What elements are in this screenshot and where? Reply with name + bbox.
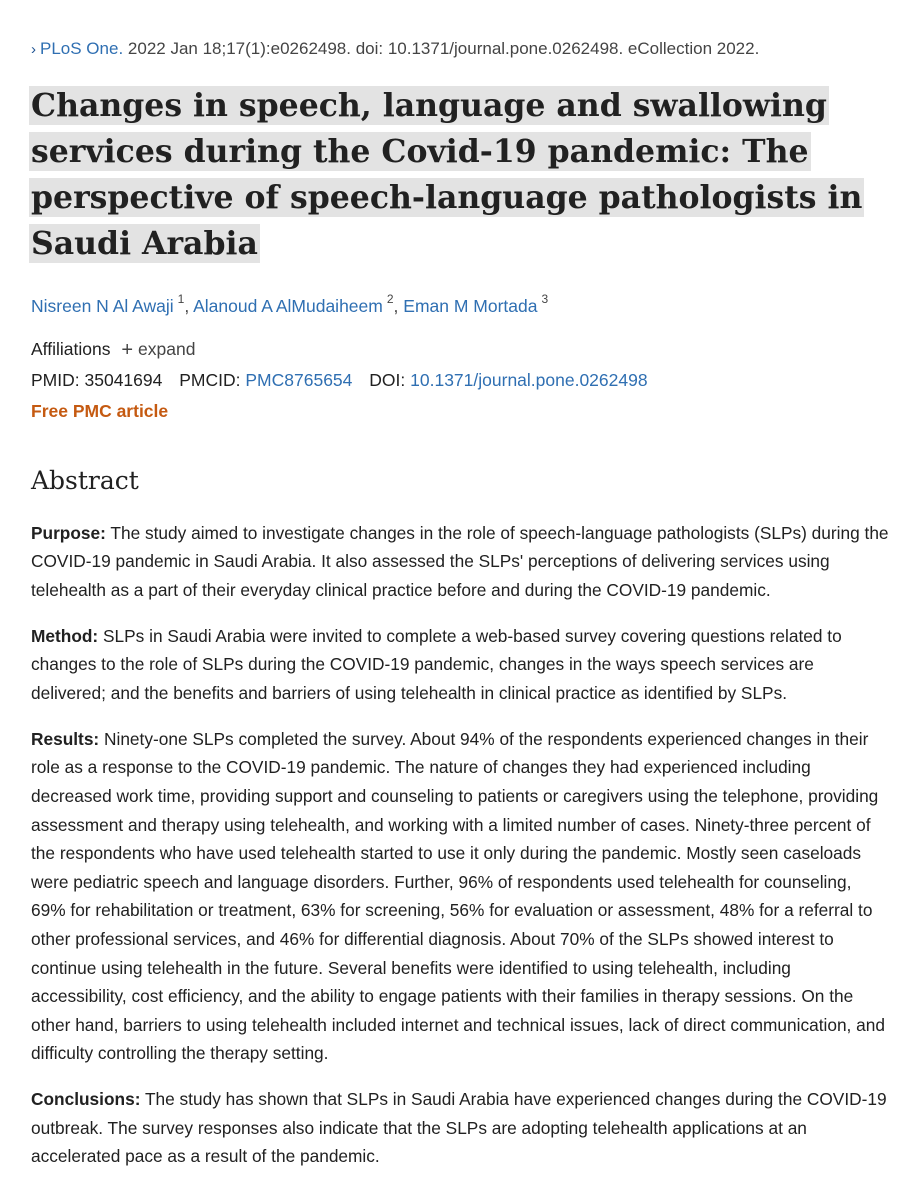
author-separator: , [393,295,404,316]
abstract-section-text: The study aimed to investigate changes in the role of speech-language pathologists (SLPs) during the COVID-19 pandemic in Saudi Arabia. It also assessed the SLPs' perceptions of delivering services using telehealth as a part of their everyday clinical practice before and during the COVID-19 pandemic. [31,522,889,600]
author-link[interactable]: Alanoud A AlMudaiheem [193,295,383,316]
abstract-results [31,725,889,1068]
article-page [31,36,891,1188]
author-separator: , [184,295,194,316]
pmid-value: 35041694 [84,369,163,390]
affiliations-row [31,336,891,362]
journal-link[interactable]: PLoS One. [40,39,124,58]
abstract-section-label: Method: [31,625,99,646]
abstract-heading: Abstract [31,465,139,495]
pmcid-label: PMCID: [179,369,241,390]
pmcid-link[interactable]: PMC8765654 [245,369,353,390]
abstract-conclusions [31,1085,889,1171]
abstract-section-text: Ninety-one SLPs completed the survey. About 94% of the respondents experienced changes in their role as a response to the COVID-19 pandemic. The nature of changes they had experienced including decreased work time, providing support and counseling to patients or caregivers using the telephone, providing assessment and therapy using telehealth, and working with a limited number of cases. Ninety-three percent of the respondents who have used telehealth started to use it only during the pandemic. Mostly seen caseloads were pediatric speech and language disorders. Further, 96% of respondents used telehealth for counseling, 69% for rehabilitation or treatment, 63% for screening, 56% for evaluation or assessment, 48% for a referral to other professional services, and 46% for differential diagnosis. About 70% of the SLPs showed interest to continue using telehealth in the future. Several benefits were identified to using telehealth, including accessibility, cost efficiency, and the ability to engage patients with their families in therapy sessions. On the other hand, barriers to using telehealth included internet and technical issues, lack of direct communication, and difficulty controlling the therapy setting. [31,728,885,1064]
author-link[interactable]: Eman M Mortada [403,295,538,316]
author-affiliation-number[interactable]: 3 [541,292,549,307]
doi-link[interactable]: 10.1371/journal.pone.0262498 [410,369,648,390]
abstract-section-text: SLPs in Saudi Arabia were invited to complete a web-based survey covering questions related to changes to the role of SLPs during the COVID-19 pandemic, changes in the ways speech services are delivered; and the benefits and barriers of using telehealth in clinical practice as identified by SLPs. [31,625,842,703]
doi-label: DOI: [369,369,406,390]
abstract-method [31,622,889,708]
abstract-section-text: The study has shown that SLPs in Saudi Arabia have experienced changes during the COVID-19 outbreak. The survey responses also indicate that the SLPs are adopting telehealth applications at an accelerated pace as a result of the pandemic. [31,1089,887,1167]
pmid-label: PMID: [31,369,80,390]
abstract-purpose [31,519,889,605]
citation-line [31,36,891,63]
expand-label: expand [138,338,196,359]
affiliations-label: Affiliations [31,338,111,359]
authors-list [31,288,891,319]
chevron-right-icon: › [31,41,36,58]
identifiers-row [31,367,891,393]
author-affiliation-number[interactable]: 2 [386,292,394,307]
abstract-section-label: Results: [31,728,100,749]
author-link[interactable]: Nisreen N Al Awaji [31,295,174,316]
abstract-section-label: Conclusions: [31,1089,141,1110]
author-affiliation-number[interactable]: 1 [177,292,185,307]
plus-icon: + [121,338,134,361]
citation-details: 2022 Jan 18;17(1):e0262498. doi: 10.1371/journal.pone.0262498. eCollection 2022. [127,39,760,58]
affiliations-expand-button[interactable] [121,339,195,359]
article-title-text: Changes in speech, language and swallowing services during the Covid-19 pandemic: The perspective of speech-language pathologists in Saudi Arabia [31,87,863,262]
free-pmc-article-link[interactable]: Free PMC article [31,400,169,421]
abstract-section-label: Purpose: [31,522,106,543]
article-title [31,83,891,267]
